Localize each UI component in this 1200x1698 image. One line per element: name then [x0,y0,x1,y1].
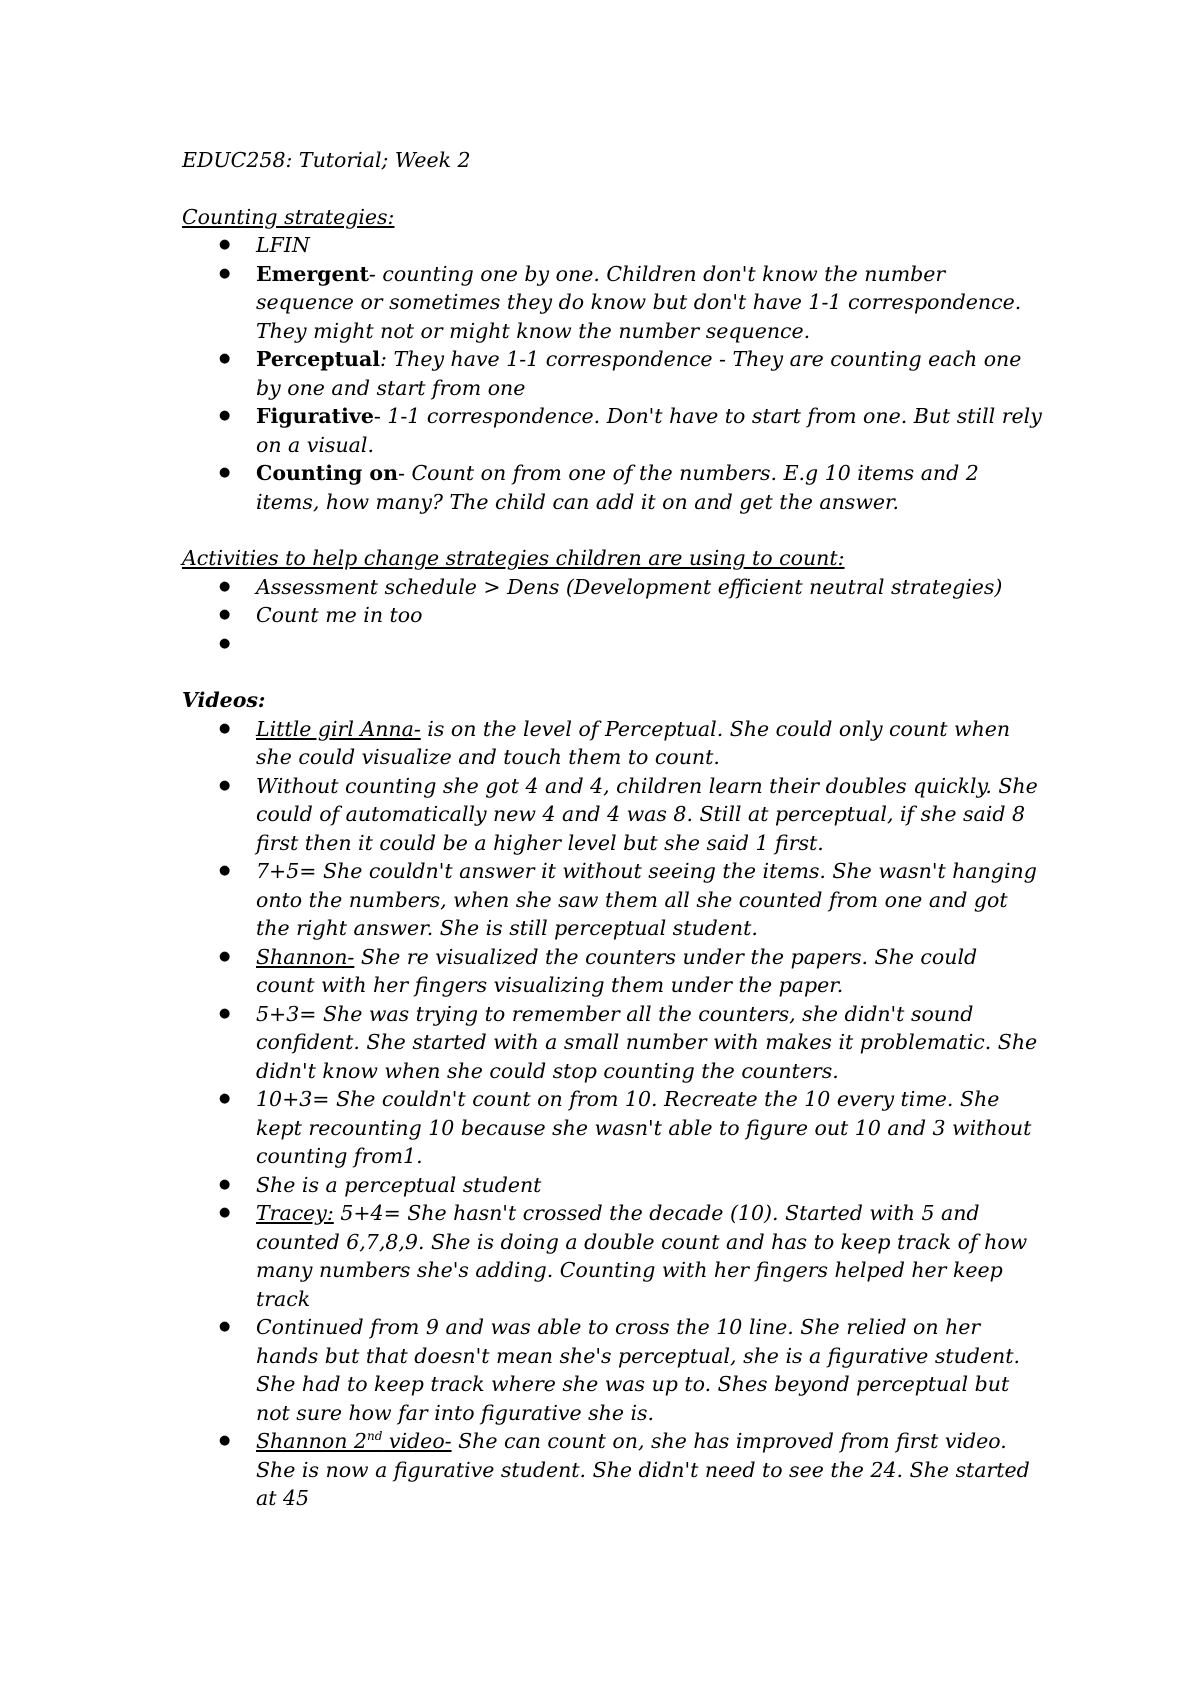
strategy-term: Figurative [256,404,374,428]
list-item: ● Shannon- She re visualized the counters under the papers. She could count with her fingers visualizing them under the paper. [256,943,1042,1000]
list-item: ● Without counting she got 4 and 4, children learn their doubles quickly. She could of automatically new 4 and 4 was 8. Still at perceptual, if she said 8 first then it could be a higher level but she said 1 first. [256,772,1042,858]
video-subject: Shannon- [256,944,355,969]
list-item: ● Emergent- counting one by one. Children don't know the number sequence or sometimes they do know but don't have 1-1 correspondence. They might not or might know the number sequence. [256,260,1042,346]
list-item: ● Little girl Anna- is on the level of Perceptual. She could only count when she could visualize and touch them to count. [256,715,1042,772]
video-subject: Shannon 2nd video- [256,1429,452,1453]
list-item: ● Figurative- 1-1 correspondence. Don't have to start from one. But still rely on a visual. [256,402,1042,459]
list-item: ● LFIN [256,231,1042,260]
videos-list [182,715,1042,1513]
list-item: ● Counting on- Count on from one of the numbers. E.g 10 items and 2 items, how many? The child can add it on and get the answer. [256,459,1042,516]
document-content [182,146,1042,1513]
video-subject: Little girl Anna- [256,716,421,741]
strategy-term: Perceptual [256,347,381,371]
list-item: ● 7+5= She couldn't answer it without seeing the items. She wasn't hanging onto the numbers, when she saw them all she counted from one and got the right answer. She is still perceptual student. [256,857,1042,943]
activities-list [182,573,1042,659]
list-item: ● Assessment schedule > Dens (Development efficient neutral strategies) [256,573,1042,602]
counting-strategies-heading: Counting strategies: [182,204,395,229]
document-title: EDUC258: Tutorial; Week 2 [182,148,471,172]
list-item: ● Count me in too [256,601,1042,630]
list-item: ● 10+3= She couldn't count on from 10. Recreate the 10 every time. She kept recounting 10 because she wasn't able to figure out 10 and 3 without counting from1. [256,1085,1042,1171]
list-item: ● Tracey: 5+4= She hasn't crossed the decade (10). Started with 5 and counted 6,7,8,9. She is doing a double count and has to keep track of how many numbers she's adding. Counting with her fingers helped her keep track [256,1199,1042,1313]
list-item: ● Continued from 9 and was able to cross the 10 line. She relied on her hands but that doesn't mean she's perceptual, she is a figurative student. She had to keep track where she was up to. Shes beyond perceptual but not sure how far into figurative she is. [256,1313,1042,1427]
list-item: ● Perceptual: They have 1-1 correspondence - They are counting each one by one and start from one [256,345,1042,402]
strategy-term: Emergent [256,261,369,286]
list-item [256,630,1042,659]
list-item: ● She is a perceptual student [256,1171,1042,1200]
list-item: ● Shannon 2nd video- She can count on, she has improved from first video. She is now a figurative student. She didn't need to see the 24. She started at 45 [256,1427,1042,1513]
video-subject: Tracey: [256,1201,334,1225]
activities-heading: Activities to help change strategies children are using to count: [182,546,845,570]
list-item: ● 5+3= She was trying to remember all the counters, she didn't sound confident. She started with a small number with makes it problematic. She didn't know when she could stop counting the counters. [256,1000,1042,1086]
counting-strategies-list [182,231,1042,516]
strategy-term: Counting on [256,461,399,485]
videos-heading: Videos: [182,688,266,712]
